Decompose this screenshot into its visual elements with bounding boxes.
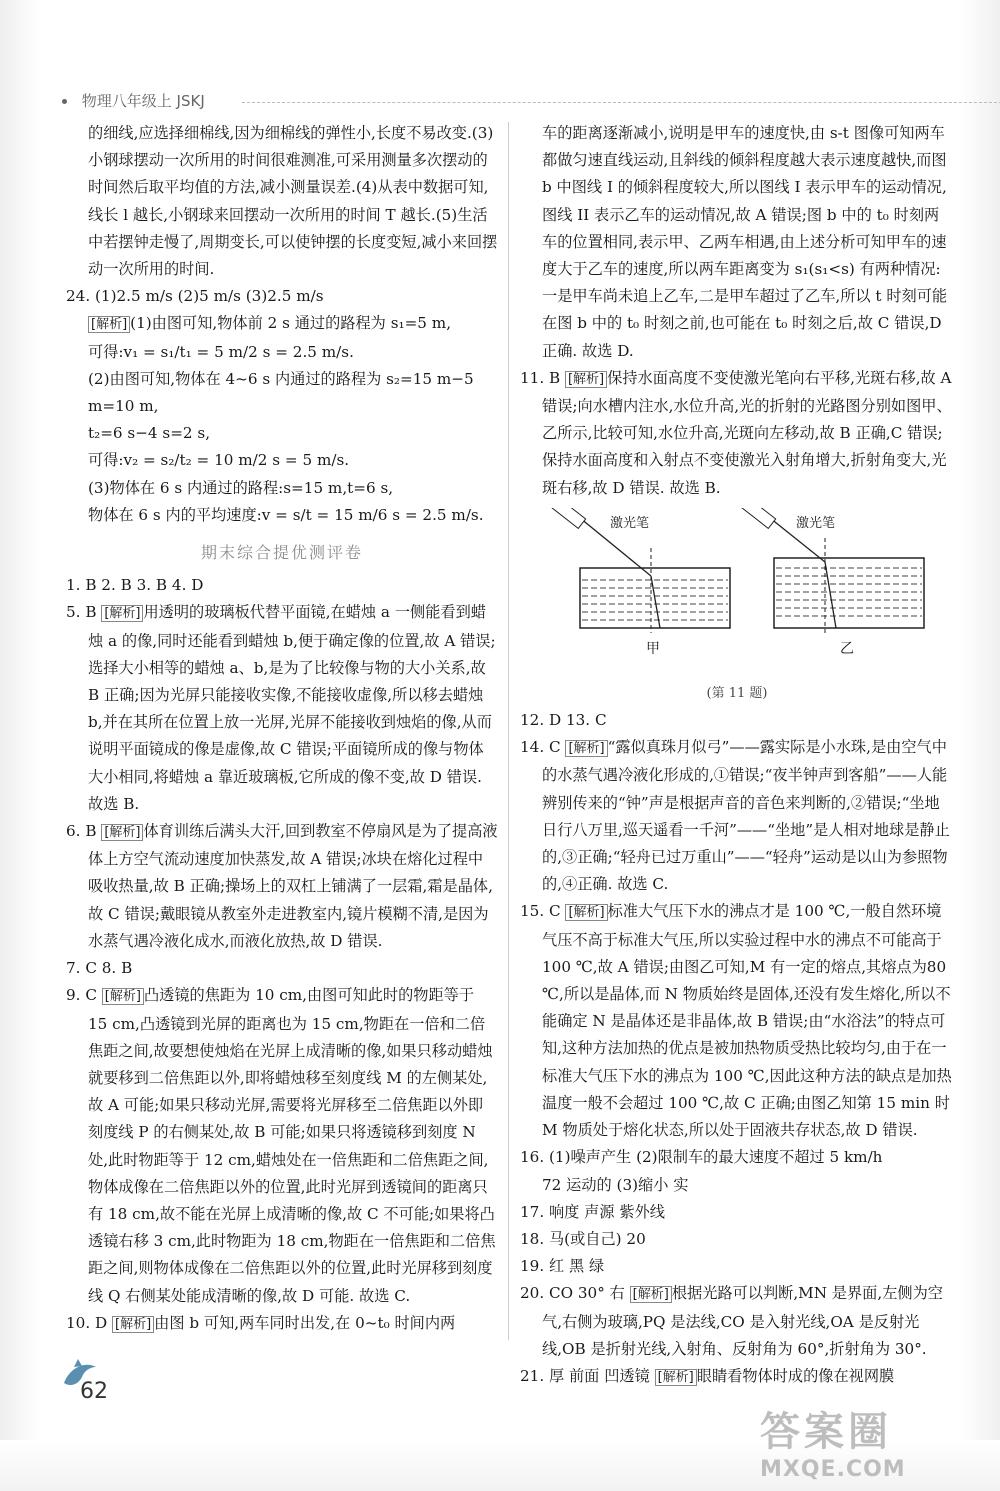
q24-analysis-e: 可得:v₂ = s₂/t₂ = 10 m/2 s = 5 m/s. [88,451,350,470]
answer-q17: 17. 响度 声源 紫外线 [520,1202,665,1221]
answer-q9: 9. C [解析] 凸透镜的焦距为 10 cm,由图可知此时的物距等于 15 cm,凸透镜到光屏的距离也为 15 cm,物距在一倍和二倍焦距之间,故要想使烛焰在光屏上成清晰的像,如果只移动蜡烛就要移到二倍焦距以外,即将蜡烛移至刻度线 M 的左侧某处,故 A 可能;如果只移动光屏,需要将光屏移至二倍焦距以外即刻度线 P 的右侧某处,故 B 可能;如果只将透镜移到刻度 N 处,此时物距等于 12 cm,蜡烛处在一倍焦距和二倍焦距之间,物体成像在二倍焦距以外的位置,此时光屏到透镜间的距离只有 18 cm,故不能在光屏上成清晰的像,故 C 不可能;如果将凸透镜右移 3 cm,此时物距为 18 cm,物距在一倍焦距和二倍焦距之间,则物体成像在二倍焦距以外的位置,此时光屏移到刻度线 Q 右侧某处能成清晰的像,故 D 可能. 故选 C. [66,986,496,1305]
answer-q18: 18. 马(或自己) 20 [520,1229,646,1248]
answer-q21: 21. 厚 前面 凹透镜 [解析] 眼睛看物体时成的像在视网膜 [520,1366,895,1385]
watermark-url: MXQE.COM [760,1457,906,1482]
answer-q14: 14. C [解析] “露似真珠月似弓”——露实际是小水珠,是由空气中的水蒸气遇冷液化形成的,①错误;“夜半钟声到客船”——人能辨别传来的“钟”声是根据声音的音色来判断的,②错误;“坐地日行八万里,巡天遥看一千河”——“坐地”是人相对地球是静止的,③正确;“轻舟已过万重山”——“轻舟”运动是以山为参照物的,④正确. 故选 C. [520,738,950,894]
section-title: 期末综合提优测评卷 [200,543,363,563]
answers-q1-4: 1. B 2. B 3. B 4. D [66,576,204,595]
figure-caption: (第 11 题) [706,685,768,701]
q24-analysis-c: (2)由图可知,物体在 4~6 s 内通过的路程为 s₂=15 m−5 m=10 m, [88,369,474,416]
answer-q19: 19. 红 黑 绿 [520,1257,605,1276]
page-number-badge [60,1357,120,1407]
answer-q11: 11. B [解析] 保持水面高度不变使激光笔向右平移,光斑右移,故 A 错误;向水槽内注水,水位升高,光的折射的光路图分别如图甲、乙所示,比较可知,水位升高,光斑向左移动,故 B 正确,C 错误;保持水面高度和入射点不变使激光入射角增大,折射角变大,光斑右移,故 D 错误. 故选 B. [520,368,952,497]
answer-q15: 15. C [解析] 标准大气压下水的沸点才是 100 ℃,一般自然环境气压不高于标准大气压,所以实验过程中水的沸点不可能高于100 ℃,故 A 错误;由图乙可知,M 有一定的熔点,其熔点为80 ℃,所以是晶体,而 N 物质始终是固体,还没有发生熔化,所以不能确定 N 是晶体还是非晶体,故 B 错误;由“水浴法”的特点可知,这种方法加热的优点是被加热物质受热比较均匀,由于在一标准大气压下水的沸点为 100 ℃,因此这种方法的缺点是加热温度一般不会超过 100 ℃,故 C 正确;由图乙知第 15 min 时 M 物质处于熔化状态,所以处于固液共存状态,故 D 错误. [520,902,952,1140]
page-number: 62 [80,1379,108,1404]
bullet-icon [62,99,67,104]
answer-q20: 20. CO 30° 右 [解析] 根据光路可以判断,MN 是界面,左侧为空气,右侧为玻璃,PQ 是法线,CO 是入射光线,OA 是反射光线,OB 是折射光线,入射角、反射角为 60°,折射角为 30°. [520,1284,943,1358]
answer-q10: 10. D [解析] 由图 b 可知,两车同时出发,在 0~t₀ 时间内两 [66,1313,456,1332]
header-title: 物理八年级上 JSKJ [81,92,205,110]
watermark-logo: 答案圈 [760,1409,892,1455]
q24-analysis-a: [解析] (1)由图可知,物体前 2 s 通过的路程为 s₁=5 m, [66,310,498,338]
figure-label-a: 甲 [646,640,660,657]
laser-pen-label-a: 激光笔 [610,515,650,531]
left-column [66,120,498,1338]
analysis-tag: [解析] [630,1286,672,1303]
q11-diagram [520,508,954,678]
analysis-tag: [解析] [101,824,143,841]
analysis-tag: [解析] [101,605,143,622]
laser-refraction-figure [520,508,954,658]
laser-pen-label-b: 激光笔 [796,515,836,531]
watermark [760,1400,980,1480]
analysis-tag: [解析] [565,371,607,388]
answer-q5: 5. B [解析] 用透明的玻璃板代替平面镜,在蜡烛 a 一侧能看到蜡烛 a 的像,同时还能看到蜡烛 b,便于确定像的位置,故 A 错误;选择大小相等的蜡烛 a、b,是为了比较像与物的大小关系,故 B 正确;因为光屏只能接收实像,不能接收虚像,所以移去蜡烛 b,并在其所在位置上放一光屏,光屏不能接收到烛焰的像,从而说明平面镜成的像是虚像,故 C 错误;平面镜所成的像与物体大小相同,将蜡烛 a 靠近玻璃板,它所成的像不变,故 D 错误. 故选 B. [66,603,496,813]
running-header [62,90,962,116]
q24-analysis-b: 可得:v₁ = s₁/t₁ = 5 m/2 s = 2.5 m/s. [88,342,354,361]
figure-label-b: 乙 [840,640,854,657]
analysis-tag: [解析] [112,1316,154,1333]
answer-q16-cont: 72 运动的 (3)缩小 实 [542,1175,689,1194]
paragraph-q23-continued: 的细线,应选择细棉线,因为细棉线的弹性小,长度不易改变.(3)小钢球摆动一次所用的时间很难测准,可采用测量多次摆动的时间然后取平均值的方法,减小测量误差.(4)从表中数据可知,线长 l 越长,小钢球来回摆动一次所用的时间 T 越长.(5)生活中若摆钟走慢了,周期变长,可以使钟摆的长度变短,减小来回摆动一次所用的时间. [88,124,498,279]
q24-analysis-d: t₂=6 s−4 s=2 s, [88,424,211,443]
column-divider [508,122,509,1340]
analysis-tag: [解析] [88,316,130,333]
header-rule [242,102,1000,103]
answers-q12-13: 12. D 13. C [520,711,607,730]
paragraph-q10-continued: 车的距离逐渐减小,说明是甲车的速度快,由 s-t 图像可知两车都做匀速直线运动,且斜线的倾斜程度越大表示速度越快,而图 b 中图线 I 的倾斜程度较大,所以图线 I 表示甲车的运动情况,图线 II 表示乙车的运动情况,故 A 错误;图 b 中的 t₀ 时刻两车的位置相同,表示甲、乙两车相遇,由上述分析可知甲车的速度大于乙车的速度,所以两车距离变为 s₁(s₁<s) 有两种情况:一是甲车尚未追上乙车,二是甲车超过了乙车,所以 t 时刻可能在图 b 中的 t₀ 时刻之前,也可能在 t₀ 时刻之后,故 C 错误,D 正确. 故选 D. [542,124,948,360]
answer-q24: 24. (1)2.5 m/s (2)5 m/s (3)2.5 m/s [66,287,324,306]
answers-q7-8: 7. C 8. B [66,959,133,978]
q24-analysis-f: (3)物体在 6 s 内通过的路程:s=15 m,t=6 s, [88,478,394,497]
answer-q6: 6. B [解析] 体育训练后满头大汗,回到教室不停扇风是为了提高液体上方空气流动速度加快蒸发,故 A 错误;冰块在熔化过程中吸收热量,故 B 正确;操场上的双杠上铺满了一层霜,霜是晶体,故 C 错误;戴眼镜从教室外走进教室内,镜片模糊不清,是因为水蒸气遇冷液化成水,而液化放热,故 D 错误. [66,822,498,950]
right-column [520,120,954,1391]
analysis-tag: [解析] [565,904,607,921]
answer-q16: 16. (1)噪声产生 (2)限制车的最大速度不超过 5 km/h [520,1148,883,1167]
q24-analysis-g: 物体在 6 s 内的平均速度:v = s/t = 15 m/6 s = 2.5 m/s. [88,505,484,524]
analysis-tag: [解析] [565,740,607,757]
analysis-tag: [解析] [655,1369,697,1386]
analysis-tag: [解析] [102,988,144,1005]
